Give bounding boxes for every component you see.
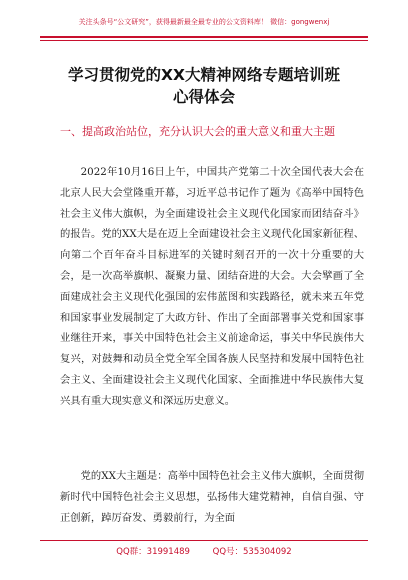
footer-qq-group: QQ群：31991489 [116,547,190,557]
title-line-1: 学习贯彻党的XX大精神网络专题培训班 [68,66,340,84]
header-divider-thin [40,40,368,41]
footer-divider [40,540,368,541]
section-heading-1: 一、提高政治站位，充分认识大会的重大意义和重大主题 [60,125,335,138]
title-line-2: 心得体会 [172,88,235,106]
document-title [40,64,368,108]
footer-contact [40,545,368,559]
footer-qq-number: QQ号：535304092 [212,547,292,557]
header-divider-thick [40,36,368,38]
body-paragraph-2: 党的XX大主题是：高举中国特色社会主义伟大旗帜，全面贯彻新时代中国特色社会主义思想，弘扬伟大建党精神，自信自强、守正创新，踔厉奋发、勇毅前行，为全面 [60,470,364,524]
body-paragraph-1: 2022年10月16日上午，中国共产党第二十次全国代表大会在北京人民大会堂隆重开幕，习近平总书记作了题为《高举中国特色社会主义伟大旗帜，为全面建设社会主义现代化国家而团结奋斗》的报告。党的XX大是在迈上全面建设社会主义现代化国家新征程、向第二个百年奋斗目标进军的关键时刻召开的一次十分重要的大会，是一次高举旗帜、凝聚力量、团结奋进的大会。大会擘画了全面建成社会主义现代化强国的宏伟蓝图和实践路径，就未来五年党和国家事业发展制定了大政方针、作出了全面部署事关党和国家事业继往开来，事关中国特色社会主义前途命运，事关中华民族伟大复兴，对鼓舞和动员全党全军全国各族人民坚持和发展中国特色社会主义、全面建设社会主义现代化国家、全面推进中华民族伟大复兴具有重大现实意义和深远历史意义。 [60,166,364,407]
header-notice: 关注头条号“公文研究”，获得最新最全最专业的公文资料库！ 微信：gongwenxj [78,18,330,26]
